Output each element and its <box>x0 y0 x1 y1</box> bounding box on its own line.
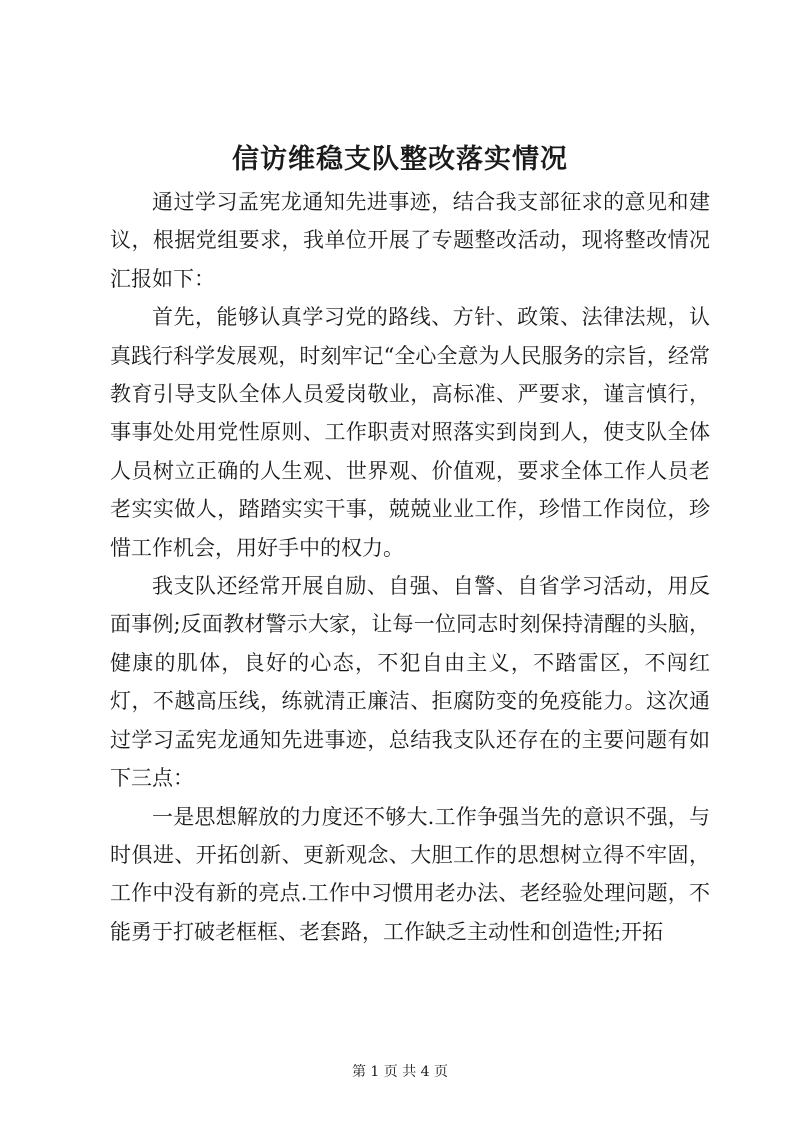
document-body <box>110 183 710 951</box>
page-footer: 第 1 页 共 4 页 <box>351 1064 449 1080</box>
document-title: 信访维稳支队整改落实情况 <box>232 144 568 175</box>
paragraph-first: 首先，能够认真学习党的路线、方针、政策、法律法规，认真践行科学发展观，时刻牢记“全心全意为人民服务的宗旨，经常教育引导支队全体人员爱岗敬业，高标准、严要求，谨言慎行，事事处处用党性原则、工作职责对照落实到岗到人，使支队全体人员树立正确的人生观、世界观、价值观，要求全体工作人员老老实实做人，踏踏实实干事，兢兢业业工作，珍惜工作岗位，珍惜工作机会，用好手中的权力。 <box>110 305 710 560</box>
paragraph-intro: 通过学习孟宪龙通知先进事迹，结合我支部征求的意见和建议，根据党组要求，我单位开展了专题整改活动，现将整改情况汇报如下： <box>110 190 710 291</box>
paragraph-second: 我支队还经常开展自励、自强、自警、自省学习活动，用反面事例;反面教材警示大家，让每一位同志时刻保持清醒的头脑，健康的肌体，良好的心态，不犯自由主义，不踏雷区，不闯红灯，不越高压线，练就清正廉洁、拒腐防变的免疫能力。这次通过学习孟宪龙通知先进事迹，总结我支队还存在的主要问题有如下三点： <box>110 574 710 791</box>
paragraph-third: 一是思想解放的力度还不够大.工作争强当先的意识不强，与时俱进、开拓创新、更新观念、大胆工作的思想树立得不牢固，工作中没有新的亮点.工作中习惯用老办法、老经验处理问题，不能勇于打破老框框、老套路，工作缺乏主动性和创造性;开拓 <box>110 804 710 944</box>
